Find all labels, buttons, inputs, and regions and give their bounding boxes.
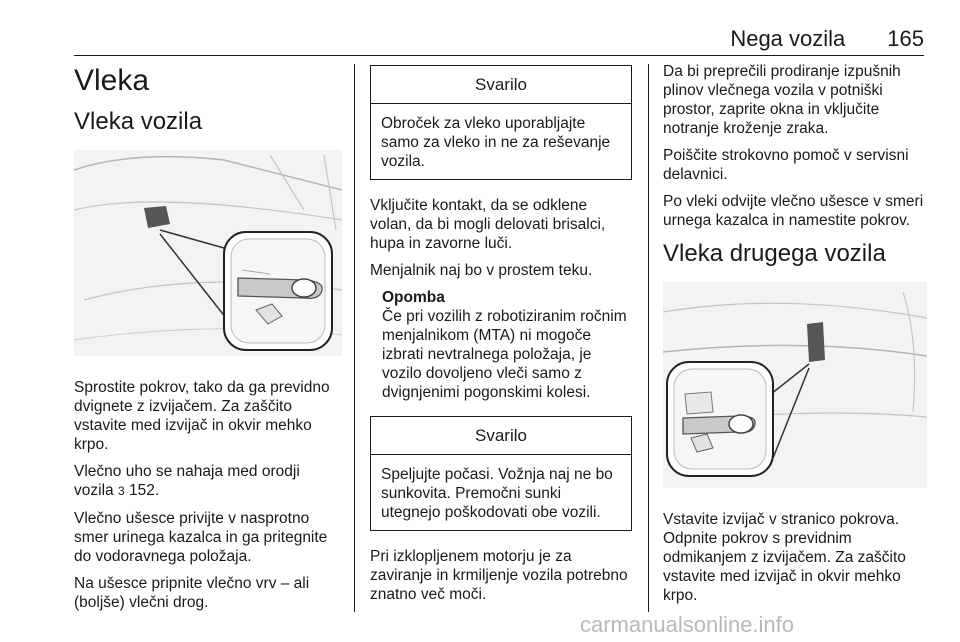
paragraph: Vlečno uho se nahaja med orodji vozila 3 152. <box>74 463 300 499</box>
paragraph: Sprostite pokrov, tako da ga previdno dvignete z izvijačem. Za zaščito vstavite med izvijač in okvir mehko krpo. <box>74 379 330 453</box>
paragraph: Vlečno ušesce privijte v nasprotno smer urinega kazalca in ga pritegnite do vodoravnega položaja. <box>74 510 328 565</box>
column-1 <box>74 62 342 620</box>
section-title: Nega vozila <box>730 26 846 51</box>
paragraph: Menjalnik naj bo v prostem teku. <box>370 262 593 279</box>
header-divider <box>74 55 924 56</box>
page-ref-arrow-icon: 3 <box>117 484 125 498</box>
warning-title: Svarilo <box>371 66 631 104</box>
warning-title: Svarilo <box>371 417 631 455</box>
warning-body: Obroček za vleko uporabljajte samo za vleko in ne za reševanje vozila. <box>381 115 611 170</box>
chapter-heading: Vleka <box>74 64 150 97</box>
towing-eye-cover-illustration <box>74 150 342 356</box>
section-heading: Vleka drugega vozila <box>663 240 886 267</box>
paragraph: Po vleki odvijte vlečno ušesce v smeri urnega kazalca in namestite pokrov. <box>663 193 924 229</box>
note-block <box>382 288 632 402</box>
column-3 <box>663 62 927 613</box>
page-number: 165 <box>887 26 924 51</box>
paragraph: Vključite kontakt, da se odklene volan, da bi mogli delovati brisalci, hupa in zavorne luči. <box>370 197 606 252</box>
note-body: Če pri vozilih z robotiziranim ročnim menjalnikom (MTA) ni mogoče izbrati nevtralnega položaja, je vozilo dovoljeno vleči samo z dvignjenimi pogonskimi kolesi. <box>382 308 627 401</box>
column-2 <box>370 62 632 612</box>
paragraph: Pri izklopljenem motorju je za zaviranje in krmiljenje vozila potrebno znatno več moči. <box>370 548 628 603</box>
rear-towing-eye-illustration <box>663 282 927 488</box>
paragraph: Poiščite strokovno pomoč v servisni delavnici. <box>663 147 909 183</box>
paragraph: Vstavite izvijač v stranico pokrova. Odpnite pokrov s previdnim odmikanjem z izvijačem. Za zaščito vstavite med izvijač in okvir mehko krpo. <box>663 511 906 604</box>
paragraph: Na ušesce pripnite vlečno vrv – ali (boljše) vlečni drog. <box>74 575 310 611</box>
section-heading: Vleka vozila <box>74 108 203 135</box>
column-divider <box>354 64 355 612</box>
warning-box <box>370 65 632 180</box>
note-title: Opomba <box>382 289 445 306</box>
watermark: carmanualsonline.info <box>580 612 795 637</box>
warning-box <box>370 416 632 531</box>
page-ref-link[interactable]: 152. <box>128 482 160 499</box>
paragraph: Da bi preprečili prodiranje izpušnih plinov vlečnega vozila v potniški prostor, zaprite okna in vključite notranje kroženje zraka. <box>663 63 901 137</box>
column-divider <box>648 64 649 612</box>
warning-body: Speljujte počasi. Vožnja naj ne bo sunkovita. Premočni sunki utegnejo poškodovati obe vozili. <box>381 466 613 521</box>
page-header <box>74 26 924 52</box>
